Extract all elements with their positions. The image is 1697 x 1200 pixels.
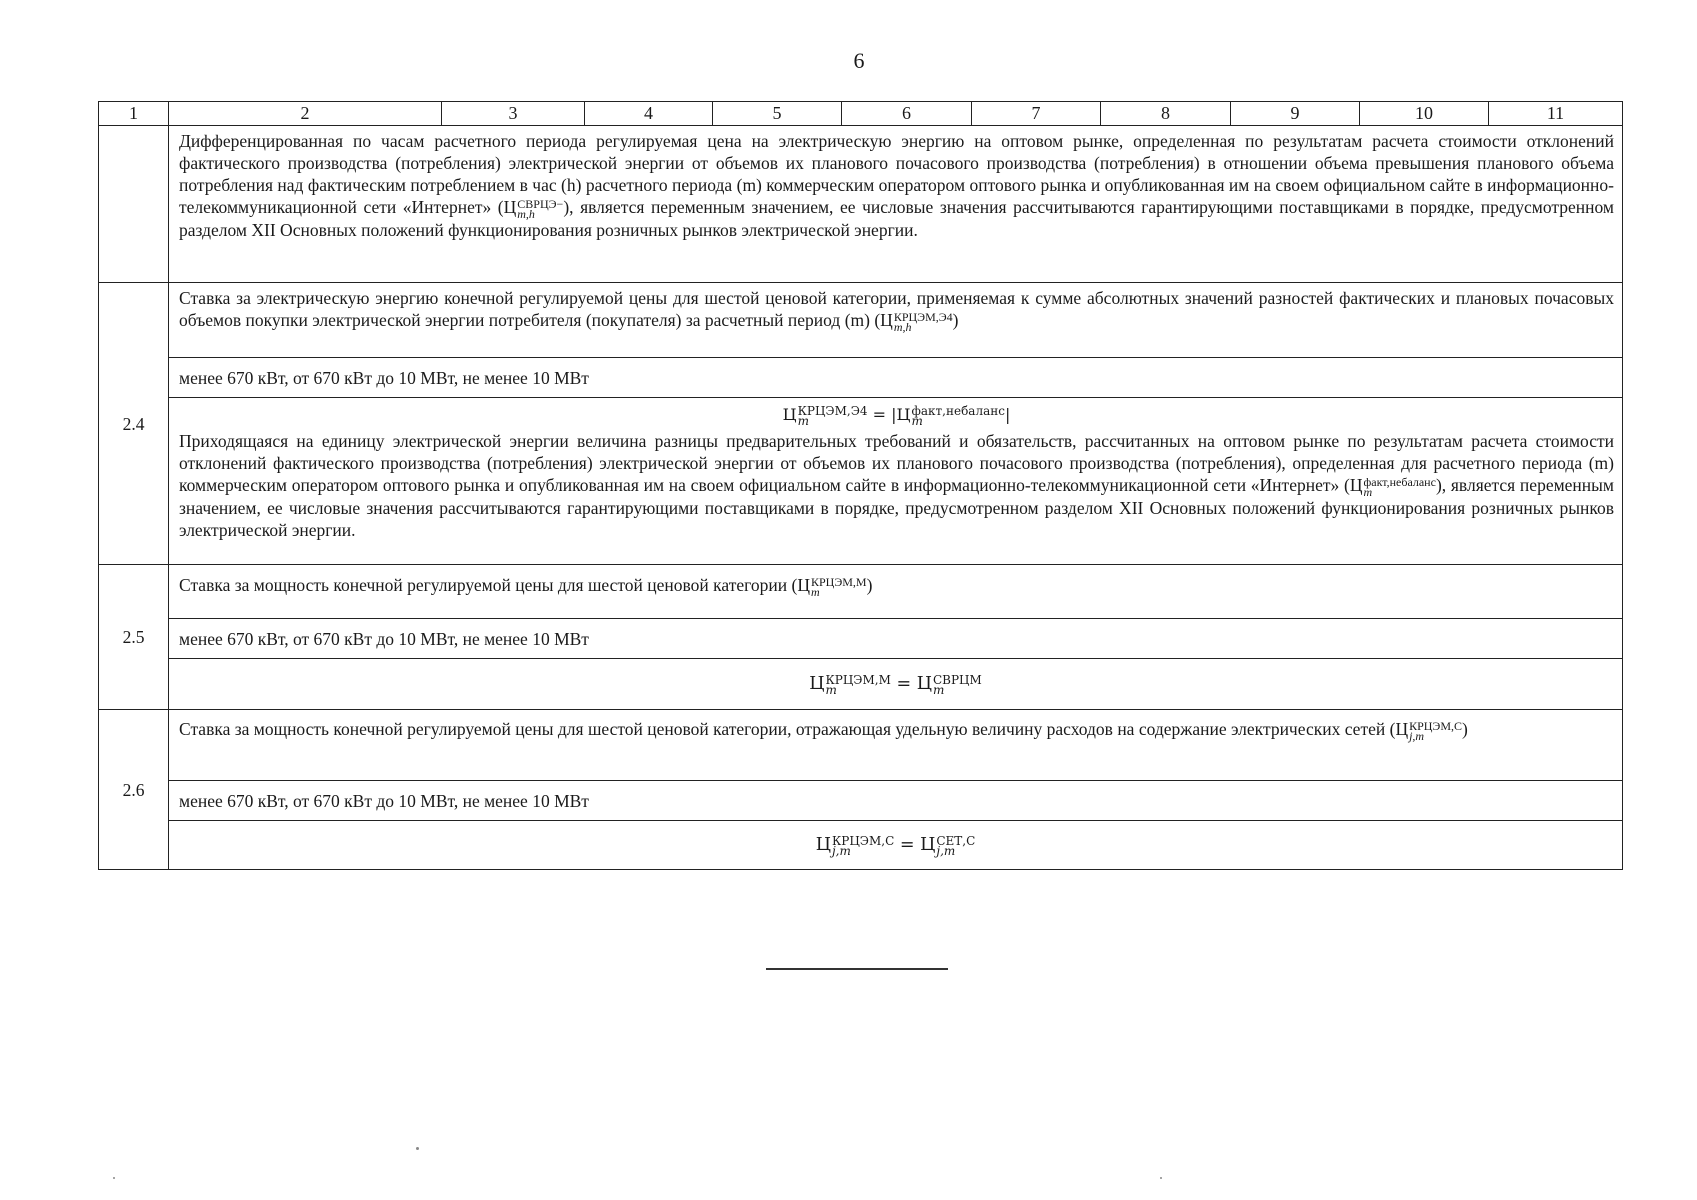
table-row: [99, 710, 1623, 781]
table-row: [99, 619, 1623, 659]
table-row: [99, 565, 1623, 619]
row-title: Ставка за мощность конечной регулируемой цены для шестой ценовой категории (Ц КРЦЭМ,М m ): [169, 565, 1623, 619]
scan-speck: [113, 1177, 115, 1179]
power-range: менее 670 кВт, от 670 кВт до 10 МВт, не менее 10 МВт: [169, 781, 1623, 821]
table-row: [99, 821, 1623, 870]
col-header: 3: [442, 102, 585, 126]
column-number-header: [99, 102, 1623, 126]
table-row: [99, 659, 1623, 710]
tariff-table: [98, 101, 1623, 870]
col-header: 4: [585, 102, 713, 126]
math-symbol: Ц: [503, 197, 517, 217]
row-number-empty: [99, 126, 169, 283]
row-number: 2.6: [99, 710, 169, 870]
col-header: 8: [1101, 102, 1231, 126]
col-header: 7: [972, 102, 1101, 126]
power-range: менее 670 кВт, от 670 кВт до 10 МВт, не менее 10 МВт: [169, 619, 1623, 659]
table-row: [99, 781, 1623, 821]
col-header: 1: [99, 102, 169, 126]
end-of-document-rule: [766, 968, 948, 970]
page-number: 6: [853, 48, 865, 73]
power-range: менее 670 кВт, от 670 кВт до 10 МВт, не менее 10 МВт: [169, 358, 1623, 398]
scan-speck: [416, 1147, 419, 1150]
row-number: 2.5: [99, 565, 169, 710]
formula-and-description: [169, 398, 1623, 565]
formula: Ц КРЦЭМ,С j,m = Ц СЕТ,С j,m: [169, 821, 1623, 870]
col-header: 10: [1360, 102, 1489, 126]
formula: Ц КРЦЭМ,Э4 m = |Ц факт,небаланс m |: [782, 403, 1011, 428]
formula: Ц КРЦЭМ,М m = Ц СВРЦМ m: [169, 659, 1623, 710]
table-row: [99, 283, 1623, 358]
table-row: [99, 358, 1623, 398]
row-title: Ставка за мощность конечной регулируемой цены для шестой ценовой категории, отражающая удельную величину расходов на содержание электрических сетей (Ц КРЦЭМ,С j,m ): [169, 710, 1623, 781]
row-description: Дифференцированная по часам расчетного периода регулируемая цена на электрическую энергию на оптовом рынке, определенная по результатам расчета стоимости отклонений фактического производства (потребления) электрической энергии от объемов их планового почасового производства (потребления) в отношении объема превышения планового объема потребления над фактическим потреблением в час (h) расчетного периода (m) коммерческим оператором оптового рынка и опубликованная им на своем официальном сайте в информационно-телекоммуникационной сети «Интернет» (Ц СВРЦЭ− m,h ), является переменным значением, ее числовые значения рассчитываются гарантирующими поставщиками в порядке, предусмотренном разделом XII Основных положений функционирования розничных рынков электрической энергии.: [169, 126, 1623, 283]
col-header: 9: [1231, 102, 1360, 126]
scan-speck: [1160, 1177, 1162, 1179]
description: Приходящаяся на единицу электрической энергии величина разницы предварительных требований и обязательств, рассчитанных на оптовом рынке по результатам расчета стоимости отклонений фактического производства (потребления) электрической энергии от объемов их планового почасового производства (потребления), определенная для расчетного периода (m) коммерческим оператором оптового рынка и опубликованная им на своем официальном сайте в информационно-телекоммуникационной сети «Интернет» (Ц факт,небаланс m ), является переменным значением, ее числовые значения рассчитываются гарантирующими поставщиками в порядке, предусмотренном разделом XII Основных положений функционирования розничных рынков электрической энергии.: [179, 431, 1614, 540]
table-row: [99, 126, 1623, 283]
col-header: 5: [713, 102, 842, 126]
col-header: 11: [1489, 102, 1623, 126]
row-title: Ставка за электрическую энергию конечной регулируемой цены для шестой ценовой категории, применяемая к сумме абсолютных значений разностей фактических и плановых почасовых объемов покупки электрической энергии потребителя (покупателя) за расчетный период (m) (Ц КРЦЭМ,Э4 m,h ): [169, 283, 1623, 358]
col-header: 2: [169, 102, 442, 126]
table-row: [99, 398, 1623, 565]
col-header: 6: [842, 102, 972, 126]
row-number: 2.4: [99, 283, 169, 565]
